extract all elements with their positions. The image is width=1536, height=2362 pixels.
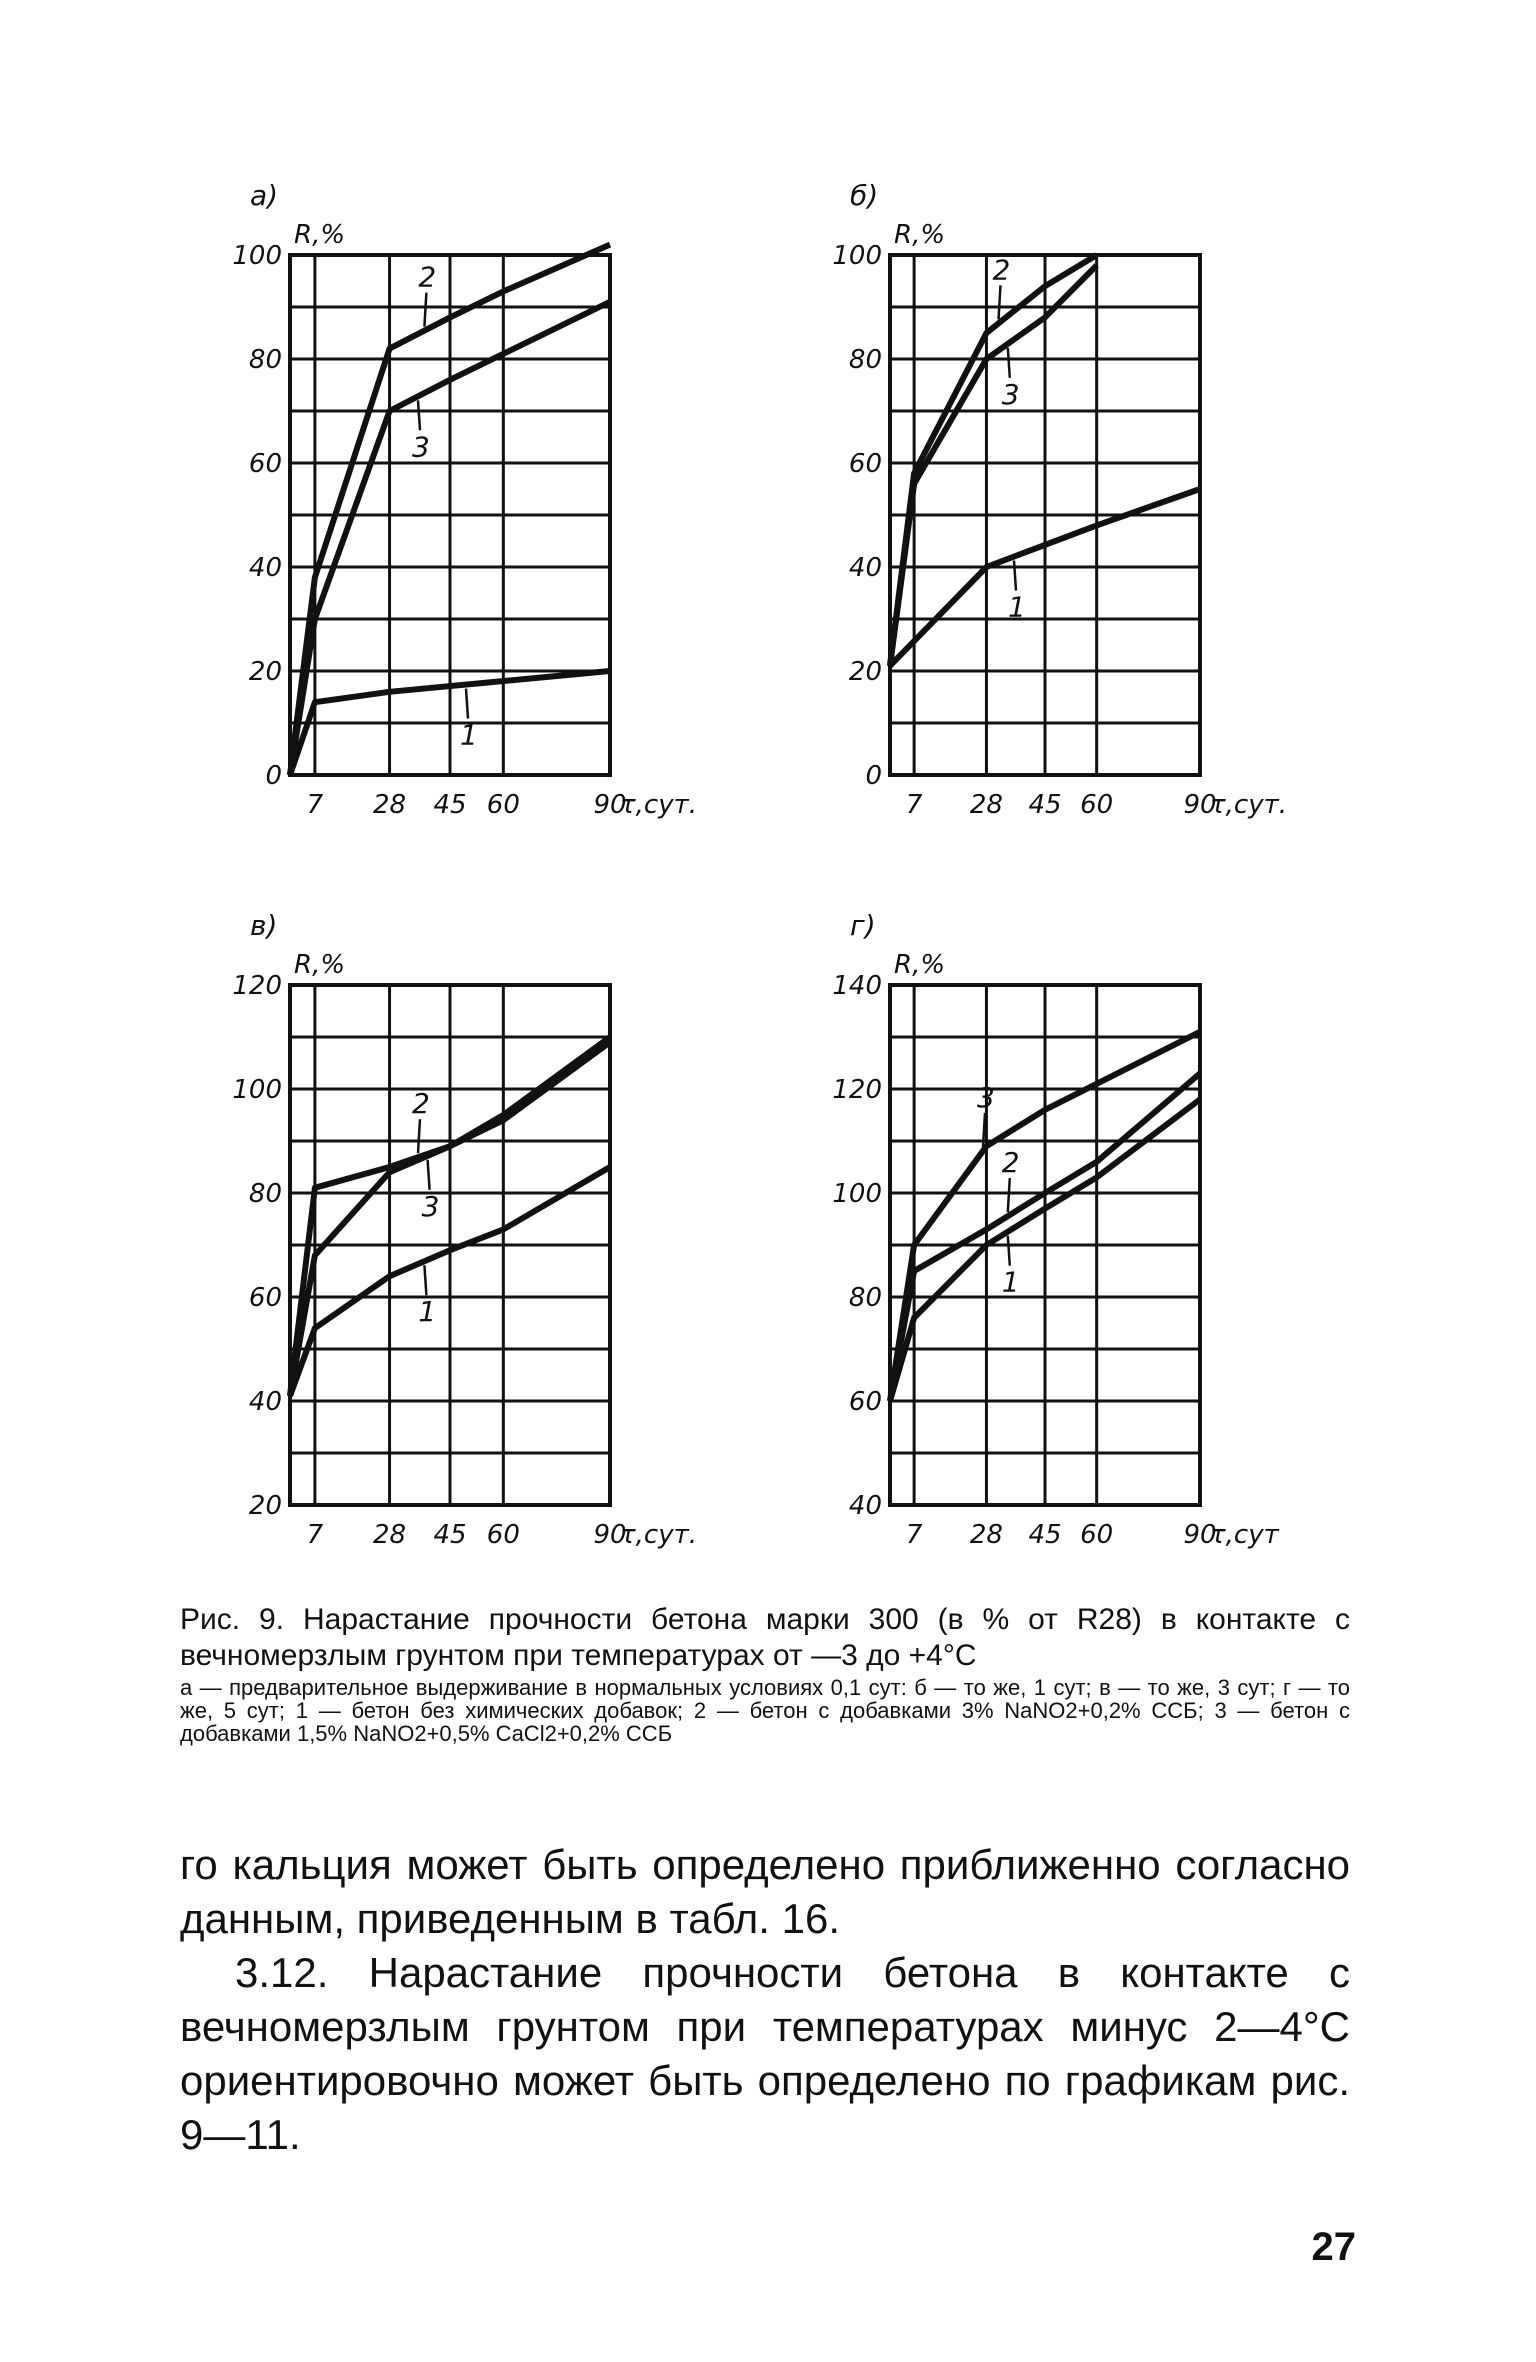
y-tick-label: 40 [248,553,282,583]
x-tick-label: 7 [306,790,324,820]
y-tick-label: 60 [248,449,282,479]
y-tick-label: 80 [848,1283,882,1313]
y-tick-label: 100 [232,241,282,271]
label-leader [1008,1178,1010,1212]
label-leader [418,400,420,430]
y-tick-label: 120 [232,971,282,1001]
x-axis-label: τ,сут. [620,790,698,820]
series-label-3: 3 [412,430,430,464]
x-tick-label: 28 [969,790,1003,820]
y-tick-label: 40 [248,1387,282,1417]
series-label-2: 2 [412,1087,430,1121]
label-leader [424,293,426,327]
x-tick-label: 60 [486,790,520,820]
y-axis-label: R,% [894,220,946,250]
series-label-3: 3 [1001,377,1020,411]
x-tick-label: 28 [373,1520,407,1550]
y-tick-label: 40 [848,553,882,583]
panel-label: г) [850,909,876,942]
series-label-2: 2 [992,253,1011,287]
series-label-2: 2 [1001,1146,1020,1180]
page-number: 27 [1311,2225,1356,2269]
series-line-2 [890,255,1097,666]
y-tick-label: 100 [832,241,882,271]
series-label-1: 1 [460,718,478,752]
series-label-3: 3 [977,1080,995,1114]
x-tick-label: 45 [433,790,467,820]
label-leader [999,285,1001,319]
x-tick-label: 7 [306,1520,324,1550]
label-leader [1008,1236,1010,1266]
series-label-2: 2 [418,260,437,294]
y-axis-label: R,% [294,950,346,980]
body-text [180,1838,1350,2162]
x-tick-label: 45 [1028,790,1062,820]
x-tick-label: 7 [905,790,923,820]
y-tick-label: 80 [848,345,882,375]
y-tick-label: 80 [248,1179,282,1209]
label-leader [466,689,468,719]
caption-legend: а — предварительное выдерживание в нормальных условиях 0,1 сут: б — то же, 1 сут; в — то же, 3 сут; г — то же, 5 сут; 1 — бетон без химических добавок; 2 — бетон с добавками 3% NaNO2+0,2% ССБ; 3 — бетон с добавками 1,5% NaNO2+0,5% CaCl2+0,2% ССБ [180,1675,1350,1746]
x-axis-label: τ,сут [1210,1520,1279,1550]
chart-panel-v [232,909,697,1550]
x-tick-label: 90 [593,790,627,820]
series-label-1: 1 [1001,1265,1020,1299]
y-tick-label: 80 [248,345,282,375]
x-tick-label: 60 [486,1520,520,1550]
series-label-1: 1 [1008,590,1026,624]
paragraph: 3.12. Нарастание прочности бетона в контакте с вечномерзлым грунтом при температурах минус 2—4°С ориентировочно может быть определено по графикам рис. 9—11. [180,1949,1350,2158]
panel-label: б) [850,179,879,212]
y-tick-label: 20 [248,1491,282,1521]
y-tick-label: 0 [265,761,282,791]
chart-panel-g [832,909,1279,1550]
y-tick-label: 20 [248,657,282,687]
y-tick-label: 120 [832,1075,882,1105]
y-axis-label: R,% [894,950,946,980]
x-tick-label: 90 [1183,790,1217,820]
label-leader [428,1160,430,1190]
series-label-1: 1 [418,1295,437,1329]
figure-caption [180,1602,1350,1745]
caption-title: Рис. 9. Нарастание прочности бетона марки 300 (в % от R28) в контакте с вечномерзлым грунтом при температурах от —3 до +4°С [180,1603,1350,1672]
y-axis-label: R,% [294,220,346,250]
y-tick-label: 100 [832,1179,882,1209]
y-tick-label: 140 [832,971,882,1001]
chart-panel-b [832,179,1287,820]
label-leader [424,1265,426,1295]
paragraph: го кальция может быть определено приближенно согласно данным, приведенным в табл. 16. [180,1841,1350,1942]
x-axis-label: τ,сут. [1210,790,1288,820]
y-tick-label: 100 [232,1075,282,1105]
panel-label: а) [250,179,279,212]
x-tick-label: 90 [593,1520,627,1550]
chart-panel-a [232,179,697,820]
y-tick-label: 20 [848,657,882,687]
label-leader [1014,561,1016,591]
y-tick-label: 60 [848,1387,882,1417]
x-tick-label: 60 [1080,1520,1114,1550]
x-tick-label: 7 [905,1520,923,1550]
x-tick-label: 45 [433,1520,467,1550]
series-label-3: 3 [421,1189,440,1223]
y-tick-label: 60 [848,449,882,479]
label-leader [1008,348,1010,378]
x-tick-label: 90 [1183,1520,1217,1550]
x-tick-label: 45 [1028,1520,1062,1550]
x-tick-label: 28 [969,1520,1003,1550]
label-leader [418,1119,420,1153]
y-tick-label: 40 [848,1491,882,1521]
y-tick-label: 0 [865,761,882,791]
x-tick-label: 60 [1080,790,1114,820]
y-tick-label: 60 [248,1283,282,1313]
panel-label: в) [250,909,278,942]
x-tick-label: 28 [373,790,407,820]
x-axis-label: τ,сут. [620,1520,698,1550]
